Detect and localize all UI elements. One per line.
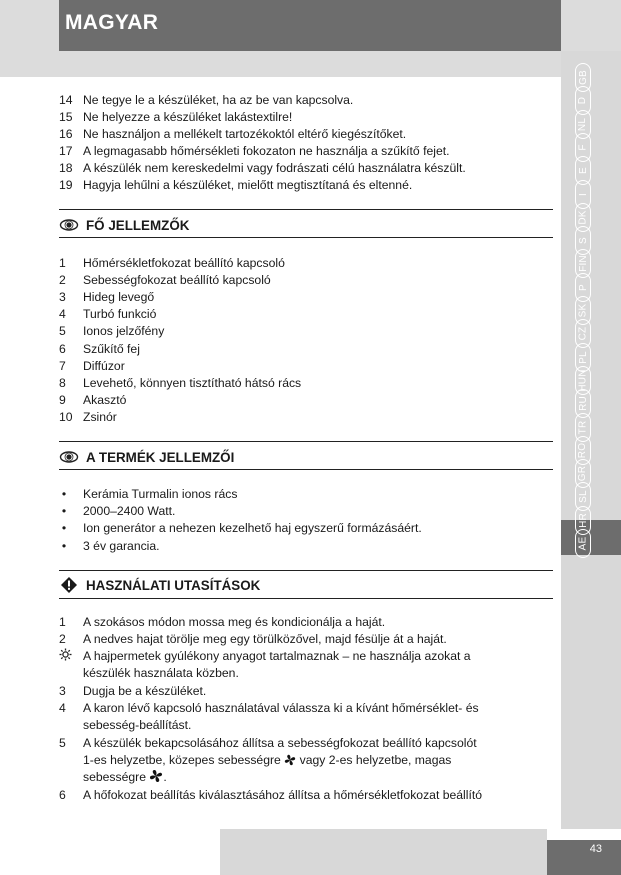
section-divider: [59, 441, 553, 442]
language-tab-label: RU: [577, 396, 589, 412]
language-tab-label: F: [577, 144, 589, 151]
language-tab-label: AE: [577, 536, 589, 551]
section-heading-usage: [59, 574, 553, 596]
language-tab-label: NL: [577, 117, 589, 131]
language-tab-label: E: [577, 167, 589, 175]
header-title-box: [59, 0, 561, 51]
language-tab-label: RO: [577, 442, 589, 458]
language-tab-label: P: [577, 283, 589, 291]
section-divider: [59, 237, 553, 238]
language-tab-label: SL: [577, 490, 589, 504]
eye-icon: [59, 450, 79, 464]
section-title: FŐ JELLEMZŐK: [86, 217, 190, 233]
page-title: MAGYAR: [65, 11, 159, 34]
language-tab-label: SK: [577, 303, 589, 318]
section-heading-main-features: [59, 214, 553, 236]
language-tab-label: DK: [577, 210, 589, 225]
language-tab-label: PL: [577, 350, 589, 364]
section-heading-product-features: [59, 446, 553, 468]
language-tab-label: HR: [577, 512, 589, 528]
section-divider: [59, 469, 553, 470]
language-tab-pill: [575, 529, 591, 558]
language-tab-label: HUN: [577, 369, 589, 392]
language-tab-label: TR: [577, 420, 589, 434]
section-title: A TERMÉK JELLEMZŐI: [86, 449, 235, 465]
eye-icon: [59, 218, 79, 232]
language-tab-label: CZ: [577, 326, 589, 341]
section-divider: [59, 209, 553, 210]
language-tab-label: GB: [577, 70, 589, 85]
language-tab-ae[interactable]: [568, 528, 598, 559]
language-tab-label: S: [577, 237, 589, 245]
sun-warning-icon: [59, 648, 83, 666]
fan-icon: [149, 769, 163, 788]
language-tab-label: GR: [577, 465, 589, 482]
page-number: 43: [589, 843, 602, 855]
section-divider: [59, 570, 553, 571]
page-number-box: [547, 840, 621, 875]
footer-band: [220, 829, 547, 875]
language-tab-label: FIN: [577, 255, 589, 273]
warning-diamond-icon: [59, 578, 79, 592]
section-divider: [59, 598, 553, 599]
language-tab-label: I: [577, 192, 589, 196]
section-title: HASZNÁLATI UTASÍTÁSOK: [86, 577, 261, 593]
language-tab-label: D: [577, 97, 589, 105]
